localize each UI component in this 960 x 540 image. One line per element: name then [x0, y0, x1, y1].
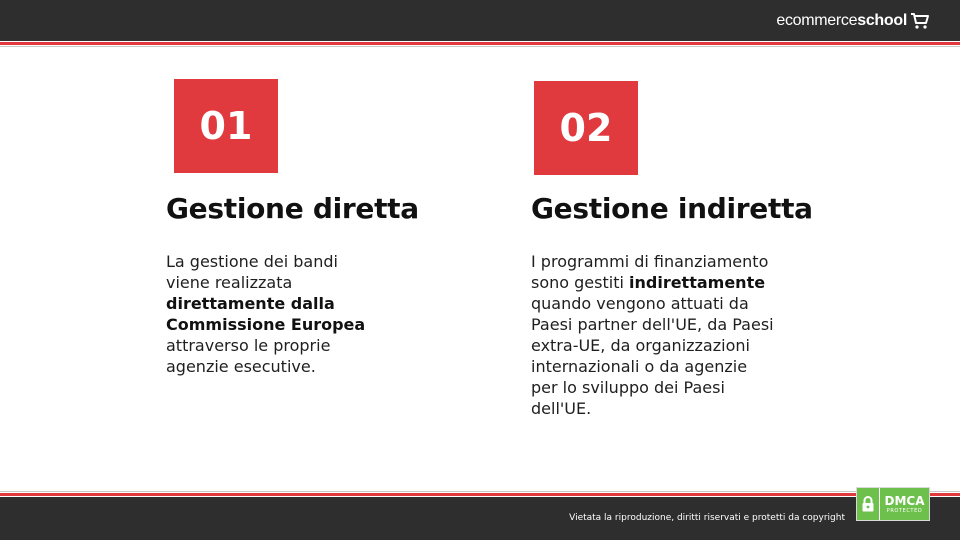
copyright-notice: Vietata la riproduzione, diritti riservati e protetti da copyright [569, 513, 845, 523]
step-number-1: 01 [199, 104, 253, 148]
header-accent-line [0, 42, 960, 45]
description-1-text-end: attraverso le proprie agenzie esecutive. [166, 336, 331, 376]
footer-accent-line [0, 493, 960, 496]
step-number-box-2 [534, 81, 638, 175]
dmca-badge-subtitle: PROTECTED [886, 507, 923, 514]
logo-text-part2: school [857, 12, 907, 29]
description-2-text-end: quando vengono attuati da Paesi partner dell'UE, da Paesi extra-UE, da organizzazioni internazionali o da agenzie per lo sviluppo dei Paesi dell'UE. [531, 294, 774, 418]
description-2-bold: indirettamente [629, 273, 766, 292]
section-description-1 [166, 251, 381, 377]
logo-text-part1: ecommerce [776, 12, 858, 29]
description-2-text: I programmi di finanziamento sono gestiti [531, 252, 769, 292]
section-description-2 [531, 251, 776, 419]
step-number-2: 02 [559, 106, 613, 150]
section-title-1: Gestione diretta [166, 192, 419, 225]
step-number-box-1 [174, 79, 278, 173]
description-1-bold: direttamente dalla Commissione Europea [166, 294, 366, 334]
section-title-2: Gestione indiretta [531, 192, 813, 225]
lock-icon [857, 488, 879, 520]
dmca-badge[interactable] [856, 487, 930, 521]
header-divider [0, 46, 960, 47]
footer-divider [0, 491, 960, 492]
description-1-text: La gestione dei bandi viene realizzata [166, 252, 338, 292]
dmca-badge-title: DMCA [884, 493, 925, 508]
brand-logo[interactable] [776, 10, 930, 32]
cart-icon [910, 12, 930, 30]
